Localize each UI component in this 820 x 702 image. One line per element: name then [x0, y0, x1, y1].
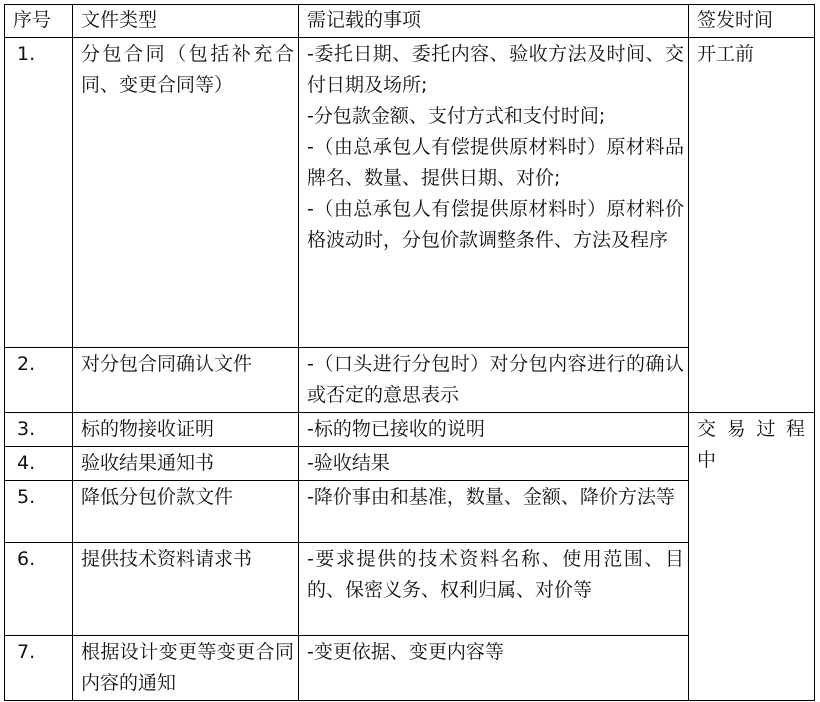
row-doc-type: 标的物接收证明 — [73, 413, 299, 447]
timing-during-trade: 交易过程中 — [689, 413, 815, 701]
document-table — [4, 4, 815, 701]
item-line: -（口头进行分包时）对分包内容进行的确认或否定的意思表示 — [307, 353, 684, 406]
row-seq: 1. — [5, 38, 73, 348]
row-doc-type: 根据设计变更等变更合同内容的通知 — [73, 636, 299, 701]
row-seq: 2. — [5, 348, 73, 413]
row-seq: 3. — [5, 413, 73, 447]
table-row — [5, 38, 815, 348]
row-doc-type: 降低分包价款文件 — [73, 481, 299, 543]
row-items — [299, 543, 689, 636]
row-items — [299, 413, 689, 447]
row-seq: 4. — [5, 447, 73, 481]
item-line: -标的物已接收的说明 — [307, 418, 485, 440]
item-line: -分包款金额、支付方式和支付时间; — [307, 105, 606, 127]
row-seq: 6. — [5, 543, 73, 636]
row-seq: 5. — [5, 481, 73, 543]
row-doc-type: 提供技术资料请求书 — [73, 543, 299, 636]
timing-before-start: 开工前 — [689, 38, 815, 413]
row-items — [299, 38, 689, 348]
header-doc-type: 文件类型 — [73, 5, 299, 38]
row-doc-type: 对分包合同确认文件 — [73, 348, 299, 413]
row-doc-type: 分包合同（包括补充合同、变更合同等） — [73, 38, 299, 348]
item-line: -降价事由和基准，数量、金额、降价方法等 — [307, 486, 675, 508]
header-issue-time: 签发时间 — [689, 5, 815, 38]
item-line: -要求提供的技术资料名称、使用范围、目的、保密义务、权利归属、对价等 — [307, 548, 684, 601]
row-items — [299, 447, 689, 481]
table-row — [5, 413, 815, 447]
header-items: 需记载的事项 — [299, 5, 689, 38]
item-line: -验收结果 — [307, 452, 390, 474]
item-line: -（由总承包人有偿提供原材料时）原材料品牌名、数量、提供日期、对价; — [307, 136, 684, 189]
row-seq: 7. — [5, 636, 73, 701]
row-items — [299, 481, 689, 543]
header-seq: 序号 — [5, 5, 73, 38]
row-doc-type: 验收结果通知书 — [73, 447, 299, 481]
table-header-row — [5, 5, 815, 38]
item-line: -变更依据、变更内容等 — [307, 641, 504, 663]
item-line: -（由总承包人有偿提供原材料时）原材料价格波动时，分包价款调整条件、方法及程序 — [307, 198, 684, 251]
row-items — [299, 636, 689, 701]
row-items — [299, 348, 689, 413]
item-line: -委托日期、委托内容、验收方法及时间、交付日期及场所; — [307, 43, 684, 96]
